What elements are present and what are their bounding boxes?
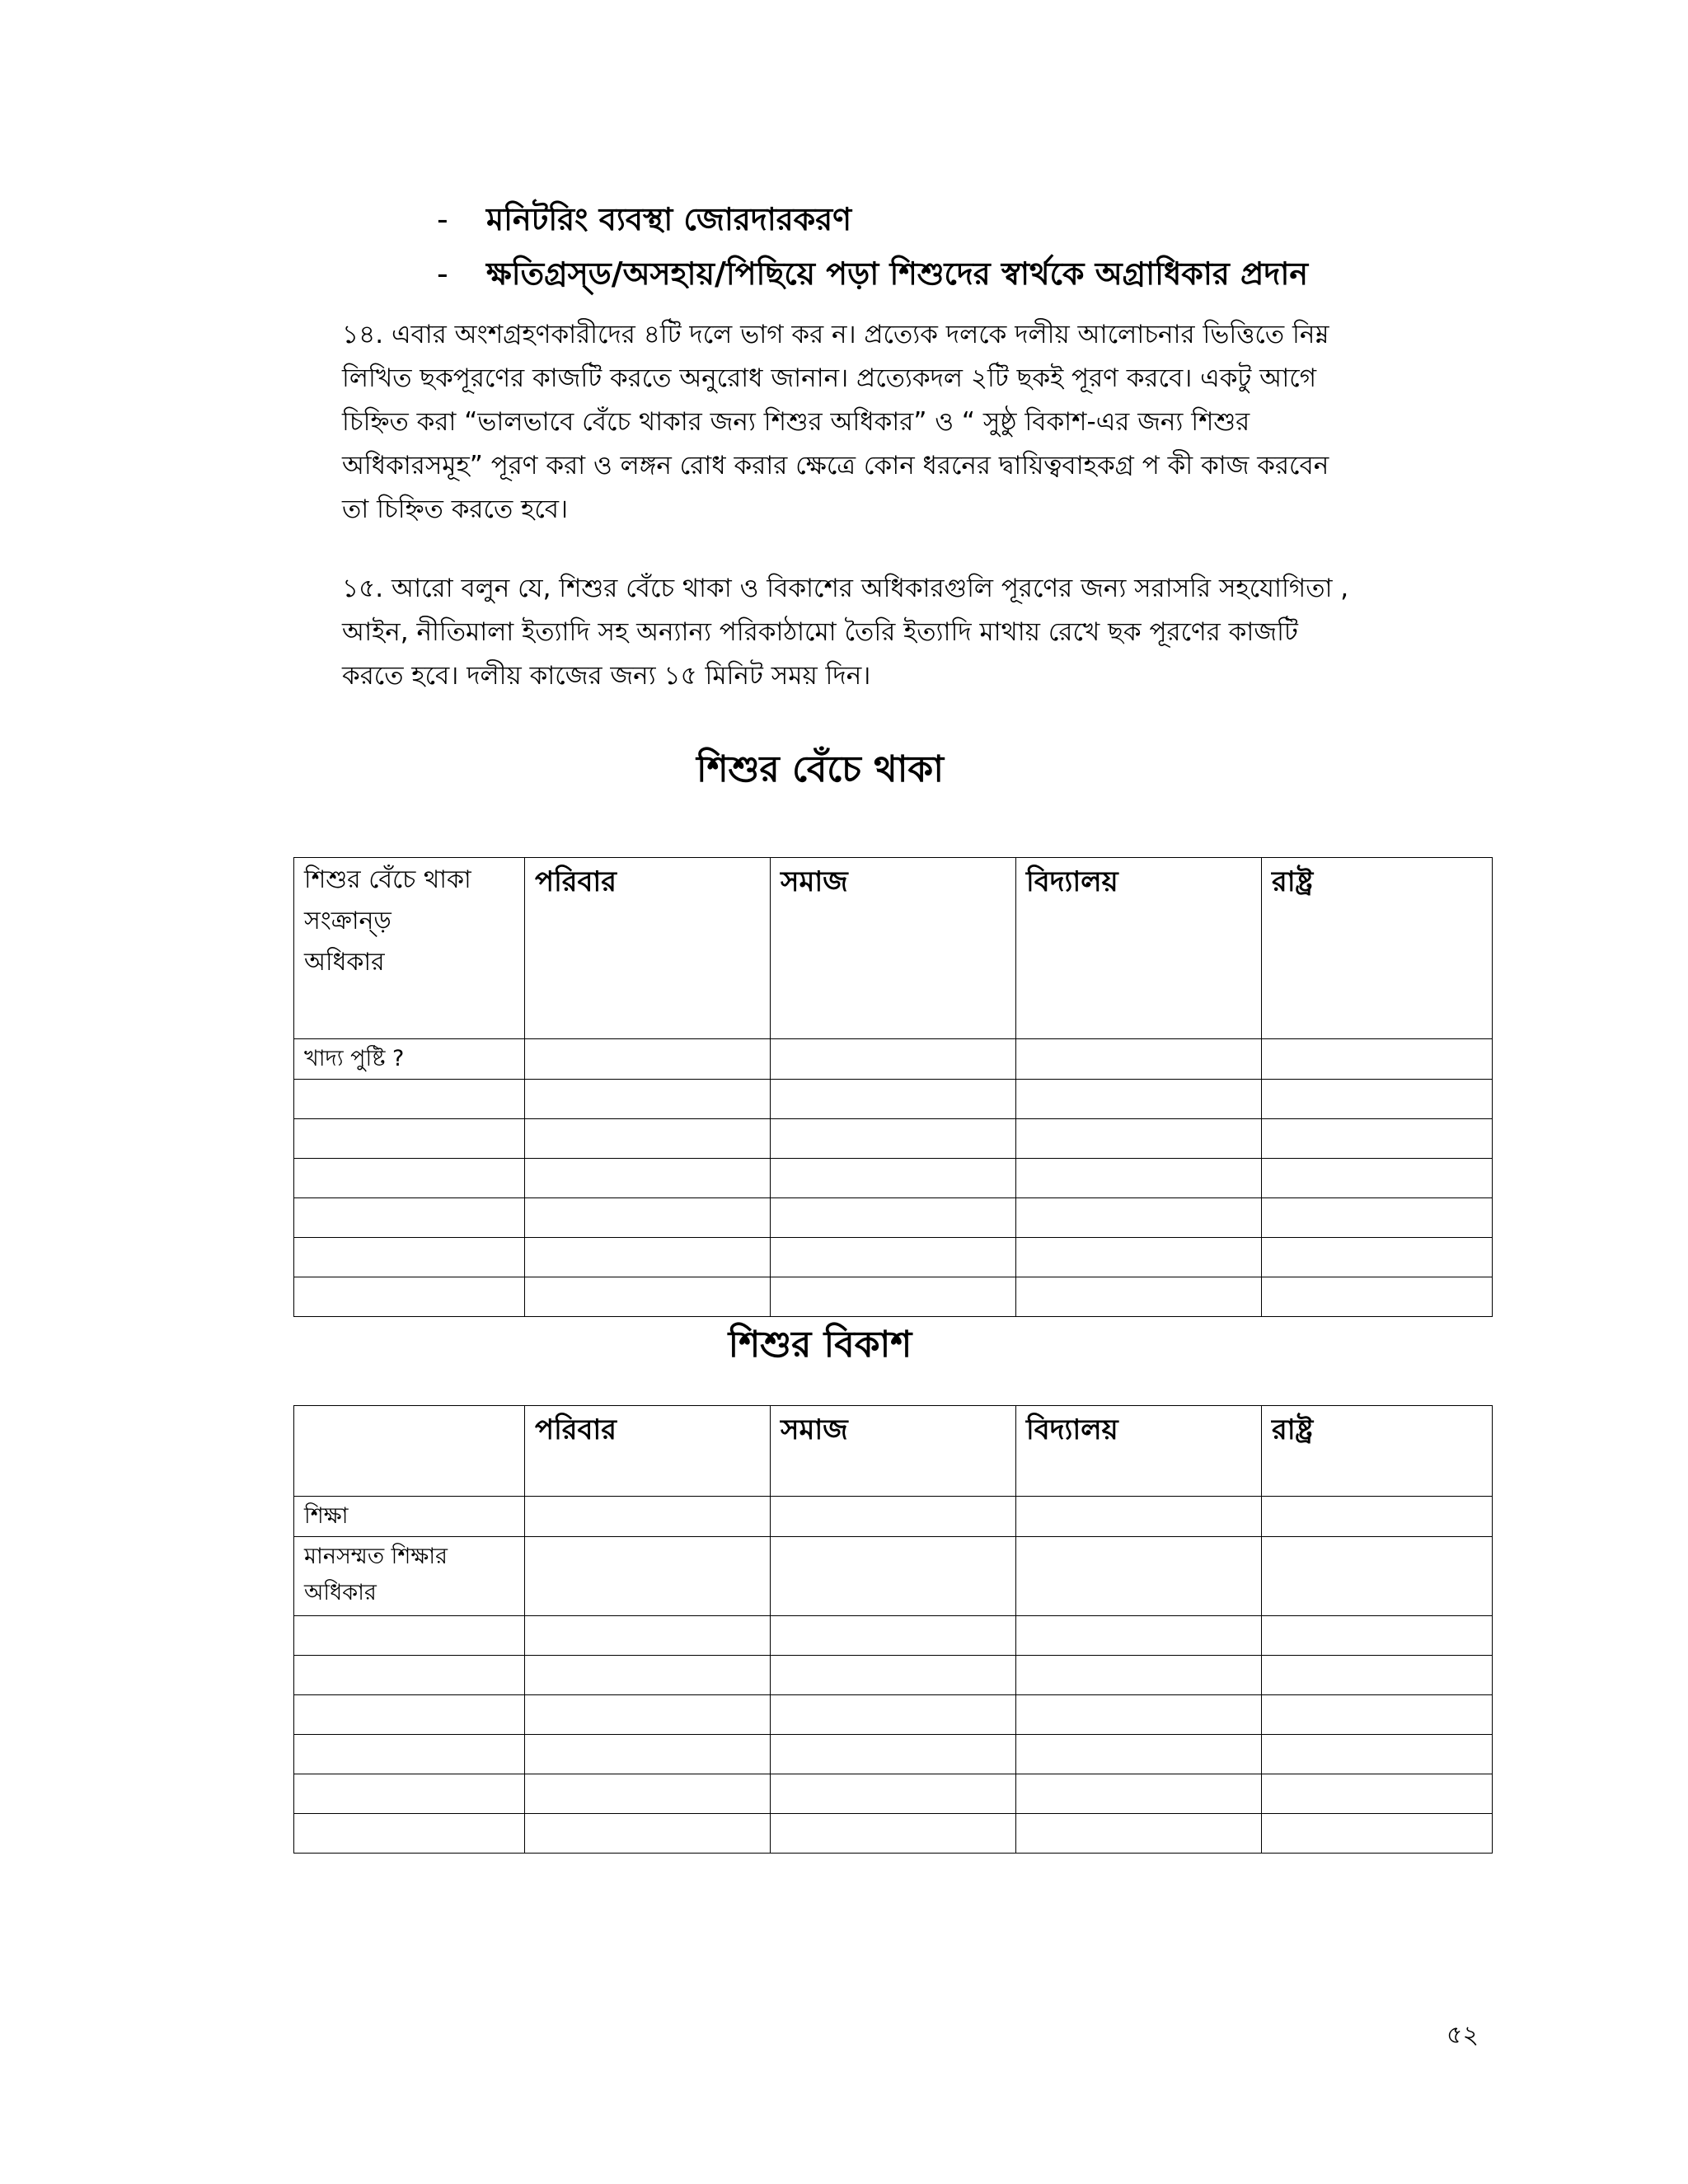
table-cell[interactable] bbox=[525, 1656, 771, 1695]
row-label bbox=[294, 1774, 525, 1814]
table-cell[interactable] bbox=[1262, 1537, 1493, 1616]
paragraph-line: অধিকারসমূহ” পূরণ করা ও লঙ্গন রোধ করার ক্ষেত্রে কোন ধরনের দ্বায়িত্ববাহকগ্র প কী কাজ করবেন bbox=[342, 451, 1329, 480]
table-cell[interactable] bbox=[771, 1695, 1016, 1735]
table-row bbox=[294, 1119, 1493, 1159]
bullet-dash: - bbox=[437, 255, 448, 292]
table-header-row bbox=[294, 1406, 1493, 1497]
table-corner-cell bbox=[294, 858, 525, 1039]
table-cell[interactable] bbox=[771, 1735, 1016, 1774]
table-cell[interactable] bbox=[1262, 1159, 1493, 1198]
row-label bbox=[294, 1238, 525, 1277]
table-row bbox=[294, 1159, 1493, 1198]
table-cell[interactable] bbox=[525, 1537, 771, 1616]
table-cell[interactable] bbox=[1262, 1497, 1493, 1537]
table-cell[interactable] bbox=[525, 1159, 771, 1198]
table-cell[interactable] bbox=[1262, 1198, 1493, 1238]
row-label bbox=[294, 1277, 525, 1317]
table-cell[interactable] bbox=[771, 1080, 1016, 1119]
bullet-item bbox=[437, 251, 1508, 297]
table-cell[interactable] bbox=[525, 1695, 771, 1735]
page-number: ৫২ bbox=[1447, 2021, 1479, 2050]
table-cell[interactable] bbox=[525, 1497, 771, 1537]
column-header: সমাজ bbox=[771, 1406, 1016, 1497]
section-title-survival: শিশুর বেঁচে থাকা bbox=[696, 748, 944, 790]
table-cell[interactable] bbox=[1016, 1159, 1262, 1198]
table-row bbox=[294, 1537, 1493, 1616]
table-row bbox=[294, 1497, 1493, 1537]
table-cell[interactable] bbox=[525, 1735, 771, 1774]
corner-line: অধিকার bbox=[304, 948, 385, 977]
column-header: পরিবার bbox=[525, 858, 771, 1039]
table-row bbox=[294, 1735, 1493, 1774]
table-cell[interactable] bbox=[1016, 1735, 1262, 1774]
paragraph-line: ১৫. আরো বলুন যে, শিশুর বেঁচে থাকা ও বিকাশের অধিকারগুলি পূরণের জন্য সরাসরি সহযোগিতা , bbox=[342, 574, 1349, 603]
table-row bbox=[294, 1814, 1493, 1854]
table-cell[interactable] bbox=[1262, 1735, 1493, 1774]
table-cell[interactable] bbox=[1016, 1119, 1262, 1159]
table-cell[interactable] bbox=[771, 1774, 1016, 1814]
table-cell[interactable] bbox=[1262, 1080, 1493, 1119]
paragraph-line: লিখিত ছকপূরণের কাজটি করতে অনুরোধ জানান। প্রত্যেকদল ২টি ছকই পূরণ করবে। একটু আগে bbox=[342, 363, 1317, 393]
row-label bbox=[294, 1695, 525, 1735]
paragraph-line: ১৪. এবার অংশগ্রহণকারীদের ৪টি দলে ভাগ কর ন। প্রত্যেক দলকে দলীয় আলোচনার ভিত্তিতে নিম্ন bbox=[342, 320, 1329, 349]
table-cell[interactable] bbox=[1262, 1774, 1493, 1814]
table-cell[interactable] bbox=[1016, 1238, 1262, 1277]
table-cell[interactable] bbox=[771, 1656, 1016, 1695]
table-cell[interactable] bbox=[1016, 1814, 1262, 1854]
table-cell[interactable] bbox=[1262, 1814, 1493, 1854]
bullet-list bbox=[437, 196, 1508, 305]
row-label bbox=[294, 1198, 525, 1238]
table-header-row bbox=[294, 858, 1493, 1039]
table-cell[interactable] bbox=[1262, 1039, 1493, 1080]
paragraph-line: করতে হবে। দলীয় কাজের জন্য ১৫ মিনিট সময় দিন। bbox=[342, 661, 871, 691]
table-row bbox=[294, 1238, 1493, 1277]
corner-line: শিশুর বেঁচে থাকা bbox=[304, 865, 471, 894]
bullet-dash: - bbox=[437, 201, 448, 237]
table-cell[interactable] bbox=[525, 1616, 771, 1656]
bullet-text: মনিটরিং ব্যবস্থা জোরদারকরণ bbox=[486, 201, 852, 237]
development-rights-table bbox=[293, 1405, 1493, 1854]
table-row bbox=[294, 1656, 1493, 1695]
table-cell[interactable] bbox=[1016, 1277, 1262, 1317]
table-row bbox=[294, 1774, 1493, 1814]
table-row bbox=[294, 1277, 1493, 1317]
row-label bbox=[294, 1735, 525, 1774]
table-cell[interactable] bbox=[1016, 1080, 1262, 1119]
table-cell[interactable] bbox=[525, 1198, 771, 1238]
table-cell[interactable] bbox=[771, 1537, 1016, 1616]
table-cell[interactable] bbox=[525, 1814, 771, 1854]
table-cell[interactable] bbox=[771, 1039, 1016, 1080]
row-label bbox=[294, 1616, 525, 1656]
column-header: বিদ্যালয় bbox=[1016, 1406, 1262, 1497]
table-cell[interactable] bbox=[1262, 1695, 1493, 1735]
table-cell[interactable] bbox=[771, 1616, 1016, 1656]
paragraph-14 bbox=[342, 313, 1496, 532]
table-cell[interactable] bbox=[525, 1039, 771, 1080]
paragraph-15 bbox=[342, 567, 1496, 698]
table-cell[interactable] bbox=[1262, 1119, 1493, 1159]
bullet-text: ক্ষতিগ্রস্ড/অসহায়/পিছিয়ে পড়া শিশুদের স্বার্থকে অগ্রাধিকার প্রদান bbox=[486, 255, 1309, 292]
row-label bbox=[294, 1080, 525, 1119]
table-cell[interactable] bbox=[771, 1497, 1016, 1537]
table-row bbox=[294, 1198, 1493, 1238]
table-cell[interactable] bbox=[525, 1238, 771, 1277]
column-header: পরিবার bbox=[525, 1406, 771, 1497]
table-cell[interactable] bbox=[525, 1080, 771, 1119]
table-cell[interactable] bbox=[1016, 1039, 1262, 1080]
table-cell[interactable] bbox=[525, 1277, 771, 1317]
table-cell[interactable] bbox=[1262, 1656, 1493, 1695]
table-cell[interactable] bbox=[771, 1814, 1016, 1854]
table-cell[interactable] bbox=[1016, 1616, 1262, 1656]
table-cell[interactable] bbox=[1016, 1656, 1262, 1695]
table-cell[interactable] bbox=[1262, 1616, 1493, 1656]
table-cell[interactable] bbox=[771, 1238, 1016, 1277]
table-cell[interactable] bbox=[525, 1119, 771, 1159]
bullet-item bbox=[437, 196, 1508, 242]
table-cell[interactable] bbox=[1016, 1774, 1262, 1814]
row-label: শিক্ষা bbox=[294, 1497, 525, 1537]
column-header: বিদ্যালয় bbox=[1016, 858, 1262, 1039]
table-cell[interactable] bbox=[525, 1774, 771, 1814]
table-cell[interactable] bbox=[1016, 1695, 1262, 1735]
table-cell[interactable] bbox=[1016, 1497, 1262, 1537]
paragraph-line: তা চিহ্নিত করতে হবে। bbox=[342, 494, 569, 524]
table-corner-cell bbox=[294, 1406, 525, 1497]
section-title-development: শিশুর বিকাশ bbox=[728, 1324, 912, 1366]
row-label bbox=[294, 1814, 525, 1854]
table-cell[interactable] bbox=[1016, 1537, 1262, 1616]
table-cell[interactable] bbox=[771, 1198, 1016, 1238]
survival-rights-table bbox=[293, 857, 1493, 1317]
column-header: রাষ্ট্র bbox=[1262, 1406, 1493, 1497]
table-row bbox=[294, 1695, 1493, 1735]
table-row bbox=[294, 1080, 1493, 1119]
table-cell[interactable] bbox=[771, 1119, 1016, 1159]
row-label: খাদ্য পুষ্টি ? bbox=[294, 1039, 525, 1080]
row-label bbox=[294, 1656, 525, 1695]
row-label bbox=[294, 1159, 525, 1198]
table-cell[interactable] bbox=[1262, 1277, 1493, 1317]
table-row bbox=[294, 1039, 1493, 1080]
row-label bbox=[294, 1119, 525, 1159]
table-cell[interactable] bbox=[1016, 1198, 1262, 1238]
paragraph-line: আইন, নীতিমালা ইত্যাদি সহ অন্যান্য পরিকাঠামো তৈরি ইত্যাদি মাথায় রেখে ছক পূরণের কাজটি bbox=[342, 617, 1298, 647]
table-row bbox=[294, 1616, 1493, 1656]
table-cell[interactable] bbox=[771, 1159, 1016, 1198]
table-cell[interactable] bbox=[1262, 1238, 1493, 1277]
corner-line: সংক্রান্ড় bbox=[304, 907, 392, 935]
table-cell[interactable] bbox=[771, 1277, 1016, 1317]
column-header: রাষ্ট্র bbox=[1262, 858, 1493, 1039]
paragraph-line: চিহ্নিত করা “ভালভাবে বেঁচে থাকার জন্য শিশুর অধিকার” ও “ সুষ্ঠু বিকাশ-এর জন্য শিশুর bbox=[342, 407, 1250, 437]
column-header: সমাজ bbox=[771, 858, 1016, 1039]
row-label: মানসম্মত শিক্ষার অধিকার bbox=[294, 1537, 525, 1616]
